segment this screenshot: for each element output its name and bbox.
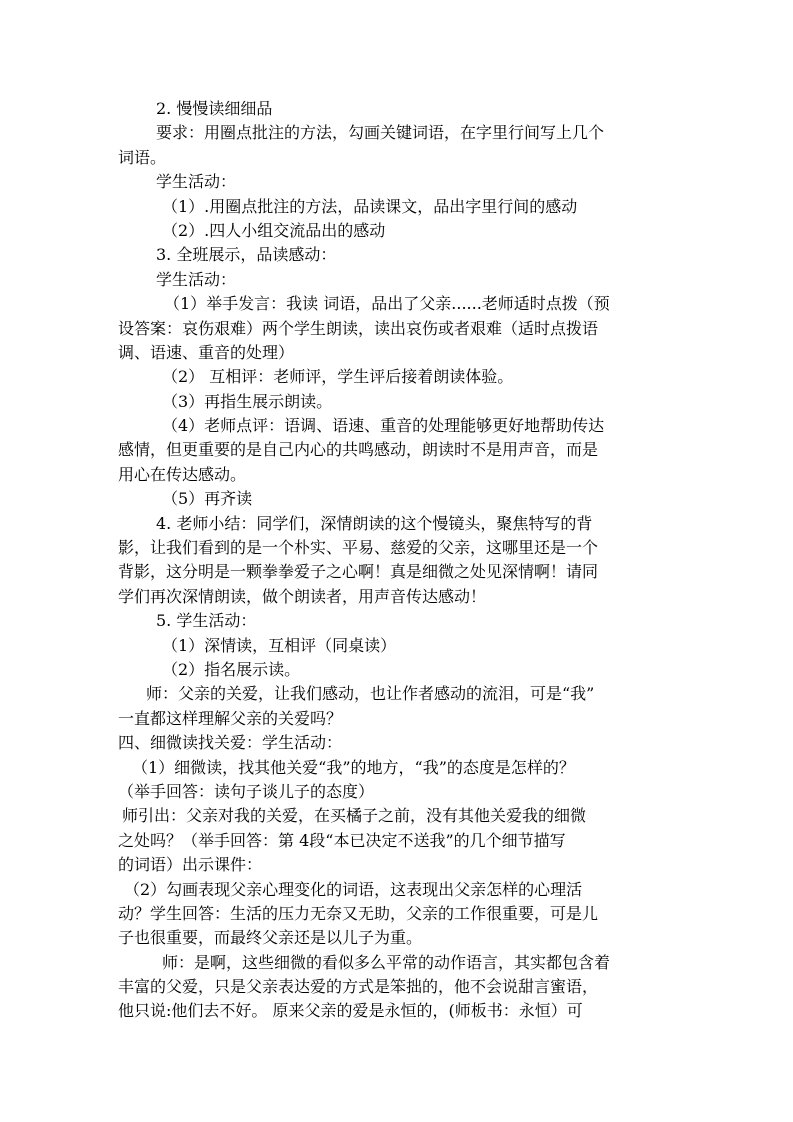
list-item-show-reading: （3）再指生展示朗读。 [162,391,333,411]
list-item-annotation: （1）.用圈点批注的方法，品读课文，品出字里行间的感动 [162,196,578,216]
paragraph-teacher-summary: 4. 老师小结：同学们，深情朗读的这个慢镜头，聚焦特写的背 [156,513,593,533]
paragraph-teacher-question: 师：父亲的关爱，让我们感动，也让作者感动的流泪，可是“我” [146,684,595,704]
heading-2-slow-reading: 2. 慢慢读细细品 [156,99,273,118]
list-item-read-together: （5）再齐读 [162,489,253,509]
paragraph-teacher-conclusion: 师：是啊，这些细微的看似多么平常的动作语言，其实都包含着 [162,952,611,972]
label-student-activity-2: 学生活动： [156,269,237,289]
heading-5-student-activity: 5. 学生活动： [156,611,257,631]
paragraph-teacher-summary-cont-1: 影，让我们看到的是一个朴实、平易、慈爱的父亲，这哪里还是一个 [118,538,599,558]
paragraph-teacher-lead: 师引出：父亲对我的关爱，在买橘子之前，没有其他关爱我的细微 [122,806,587,826]
list-item-teacher-comment-cont-1: 感情，但更重要的是自己内心的共鸣感动，朗读时不是用声音，而是 [118,440,599,460]
document-body [118,97,678,1024]
list-item-speak-up: （1）举手发言：我读 词语，品出了父亲......老师适时点拨（预 [164,294,610,314]
paragraph-requirement: 要求：用圈点批注的方法，勾画关键词语，在字里行间写上几个 [156,123,605,143]
list-item-mind-change-cont-1: 动？学生回答：生活的压力无奈又无助，父亲的工作很重要，可是儿 [118,903,599,923]
list-item-fine-reading-cont: （举手回答：读句子谈儿子的态度） [118,781,375,801]
list-item-speak-up-cont-1: 设答案：哀伤艰难）两个学生朗读，读出哀伤或者艰难（适时点拨语 [118,318,599,338]
list-item-named-reading: （2）指名展示读。 [162,659,301,679]
list-item-mind-change-cont-2: 子也很重要，而最终父亲还是以儿子为重。 [118,928,423,948]
label-student-activity: 学生活动： [156,172,237,192]
paragraph-teacher-summary-cont-3: 学们再次深情朗读，做个朗读者，用声音传达感动！ [118,586,487,606]
list-item-mind-change: （2）勾画表现父亲心理变化的词语，这表现出父亲怎样的心理活 [124,879,583,899]
paragraph-teacher-lead-cont-1: 之处吗？（举手回答：第 4段“本已决定不送我”的几个细节描写 [118,830,566,850]
paragraph-teacher-summary-cont-2: 背影，这分明是一颗拳拳爱子之心啊！真是细微之处见深情啊！请同 [118,562,599,582]
list-item-teacher-comment-cont-2: 用心在传达感动。 [118,464,247,484]
list-item-fine-reading: （1）细微读，找其他关爱“我”的地方，“我”的态度是怎样的？ [132,757,575,777]
paragraph-requirement-cont: 词语。 [118,147,167,167]
paragraph-teacher-lead-cont-2: 的词语）出示课件： [118,855,263,875]
paragraph-teacher-question-cont: 一直都这样理解父亲的关爱吗？ [118,708,343,728]
paragraph-teacher-conclusion-cont-1: 丰富的父爱，只是父亲表达爱的方式是笨拙的，他不会说甜言蜜语， [118,977,599,997]
list-item-speak-up-cont-2: 调、语速、重音的处理） [118,342,295,362]
list-item-deep-reading: （1）深情读，互相评（同桌读） [162,635,397,655]
heading-3-class-showcase: 3. 全班展示，品读感动： [156,245,337,265]
paragraph-teacher-conclusion-cont-2: 他只说:他们去不好。 原来父亲的爱是永恒的，(师板书：永恒）可 [118,1001,583,1021]
list-item-group-exchange: （2）.四人小组交流品出的感动 [162,220,386,240]
heading-4-find-care: 四、细微读找关爱：学生活动： [118,733,343,753]
list-item-peer-review: （2） 互相评：老师评，学生评后接着朗读体验。 [162,367,514,387]
list-item-teacher-comment: （4）老师点评：语调、语速、重音的处理能够更好地帮助传达 [162,416,605,436]
